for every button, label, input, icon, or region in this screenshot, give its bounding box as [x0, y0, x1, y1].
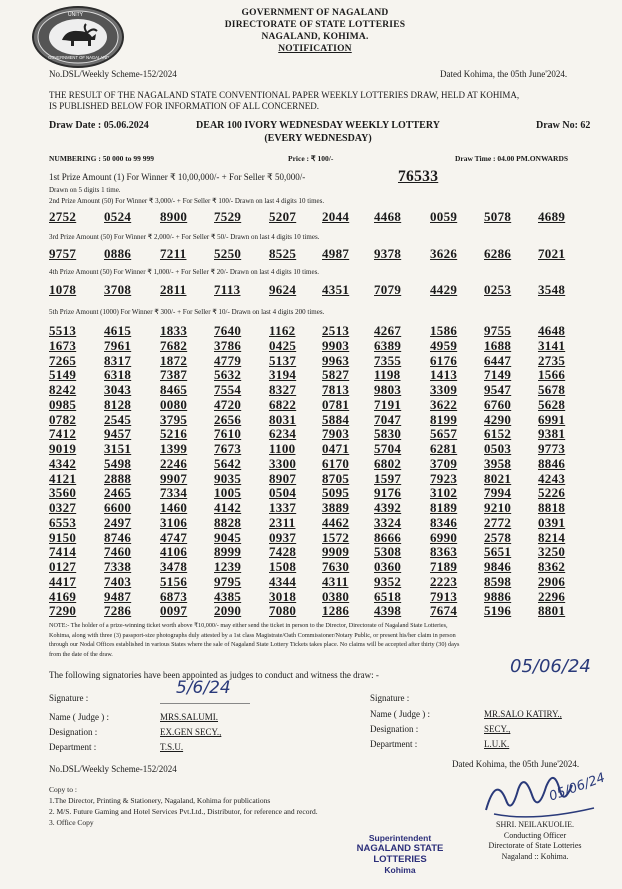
ticket-price: Price : ₹ 100/- — [288, 154, 334, 163]
fifth-prize-number: 0380 — [322, 588, 350, 604]
fifth-prize-number: 7913 — [430, 588, 458, 604]
numbering: NUMBERING : 50 000 to 99 999 — [49, 154, 154, 163]
fifth-prize-number: 3709 — [430, 455, 458, 471]
third-prize-number: 9757 — [49, 246, 77, 261]
fifth-prize-number: 1597 — [374, 470, 402, 486]
draw-number: Draw No: 62 — [536, 120, 591, 131]
fifth-prize-number: 1005 — [214, 485, 242, 501]
fourth-prize-number: 7079 — [374, 282, 402, 297]
ref-dated: Dated Kohima, the 05th June'2024. — [440, 69, 568, 79]
fifth-prize-number: 1508 — [269, 559, 297, 574]
fifth-prize-number: 5216 — [160, 426, 188, 442]
fourth-prize-text: 4th Prize Amount (50) For Winner ₹ 1,000/- + For Seller ₹ 20/- Drawn on last 4 digits 10 times. — [49, 268, 320, 276]
fifth-prize-number: 1399 — [160, 441, 188, 456]
fifth-prize-number: 1673 — [49, 337, 77, 353]
left-desig-label: Designation : — [49, 727, 98, 737]
fifth-prize-number: 7961 — [104, 337, 132, 353]
fifth-prize-number: 7387 — [160, 367, 188, 383]
right-desig-label: Designation : — [370, 724, 419, 734]
fifth-prize-number: 9035 — [214, 470, 242, 486]
fifth-prize-number: 3106 — [160, 514, 188, 530]
fifth-prize-number: 6170 — [322, 455, 350, 471]
officer-place: Nagaland :: Kohima. — [501, 851, 569, 861]
fifth-prize-number: 7813 — [322, 382, 350, 397]
fifth-prize-number: 9773 — [538, 441, 566, 456]
fifth-prize-number: 1688 — [484, 337, 512, 353]
fifth-prize-number: 7403 — [104, 573, 132, 589]
left-dept-label: Department : — [49, 742, 97, 752]
stamp-line3: Kohima — [384, 865, 416, 875]
third-prize-number: 0886 — [104, 246, 132, 261]
fifth-prize-number: 1239 — [214, 559, 242, 574]
fifth-prize-number: 3889 — [322, 500, 350, 515]
fifth-prize-number: 5095 — [322, 485, 350, 501]
fifth-prize-number: 6176 — [430, 352, 458, 368]
right-name-label: Name ( Judge ) : — [370, 709, 430, 719]
fifth-prize-number: 1286 — [322, 603, 350, 619]
fifth-prize-number: 3478 — [160, 559, 188, 574]
fifth-prize-number: 9795 — [214, 573, 242, 589]
fifth-prize-number: 4392 — [374, 500, 402, 515]
fifth-prize-number: 5149 — [49, 367, 77, 383]
second-prize-number: 2044 — [322, 209, 350, 224]
right-hand-date: 05/06/24 — [510, 656, 591, 677]
fifth-prize-number: 7460 — [104, 544, 132, 560]
fifth-prize-number: 8242 — [49, 382, 77, 397]
fifth-prize-number: 8598 — [484, 573, 512, 589]
fifth-prize-number: 0080 — [160, 396, 188, 412]
fifth-prize-number: 6600 — [104, 500, 132, 515]
fifth-prize-number: 3324 — [374, 514, 402, 530]
fifth-prize-number: 4311 — [322, 573, 349, 589]
fifth-prize-number: 7610 — [214, 426, 242, 442]
fifth-prize-number: 9755 — [484, 323, 512, 338]
fifth-prize-number: 8828 — [214, 514, 242, 530]
conducting-officer — [455, 820, 615, 862]
right-judge-department: L.U.K. — [484, 739, 510, 749]
fifth-prize-number: 6802 — [374, 455, 402, 471]
fifth-prize-number: 5884 — [322, 411, 350, 427]
fifth-prize-number: 7286 — [104, 603, 132, 619]
fifth-prize-number: 9210 — [484, 500, 512, 515]
first-prize-note: Drawn on 5 digits 1 time. — [49, 186, 121, 194]
header-line1: GOVERNMENT OF NAGALAND — [241, 8, 389, 18]
fifth-prize-number: 6281 — [430, 441, 458, 456]
fifth-prize-number: 6991 — [538, 411, 566, 427]
fifth-prize-number: 4779 — [214, 352, 242, 368]
fifth-prize-number: 5651 — [484, 544, 512, 560]
fifth-prize-number: 4462 — [322, 514, 350, 530]
fifth-prize-number: 0471 — [322, 441, 350, 456]
fifth-prize-number: 0327 — [49, 500, 77, 515]
fifth-prize-number: 7338 — [104, 559, 132, 574]
fifth-prize-number: 5498 — [104, 455, 132, 471]
fifth-prize-number: 0360 — [374, 559, 402, 574]
fifth-prize-number: 9045 — [214, 529, 242, 545]
fifth-prize-number: 4648 — [538, 323, 566, 338]
fifth-prize-number: 6152 — [484, 426, 512, 442]
fifth-prize-number: 8317 — [104, 352, 132, 368]
fifth-prize-number: 9963 — [322, 352, 350, 368]
fifth-prize-number: 2735 — [538, 352, 566, 368]
fifth-prize-number: 0985 — [49, 396, 77, 412]
government-emblem — [32, 6, 124, 68]
fifth-prize-number: 8666 — [374, 529, 402, 545]
fifth-prize-number: 8128 — [104, 396, 132, 412]
fifth-prize-number: 0937 — [269, 529, 297, 545]
left-signature-label: Signature : — [49, 693, 89, 703]
fifth-prize-number: 9907 — [160, 470, 188, 486]
copy-to — [49, 784, 318, 828]
fifth-prize-number: 7414 — [49, 544, 77, 560]
third-prize-text: 3rd Prize Amount (50) For Winner ₹ 2,000/- + For Seller ₹ 50/- Drawn on last 4 digits 10 times. — [49, 233, 320, 241]
fifth-prize-number: 5137 — [269, 352, 297, 368]
fifth-prize-number: 0782 — [49, 411, 77, 427]
fifth-prize-number: 2772 — [484, 514, 512, 530]
intro-line2: IS PUBLISHED BELOW FOR INFORMATION OF ALL CONCERNED. — [49, 101, 320, 111]
left-judge-department: T.S.U. — [160, 742, 184, 752]
fifth-prize-number: 0097 — [160, 603, 188, 619]
note-line1: NOTE:- The holder of a prize-winning ticket worth above ₹10,000/- may either send the ticket in person to the Director, Directorate of Nagaland State Lotteries, — [49, 622, 448, 629]
fifth-prize-number: 6760 — [484, 396, 512, 412]
third-prize-number: 9378 — [374, 246, 402, 261]
fifth-prize-number: 2223 — [430, 573, 458, 589]
fifth-prize-number: 2246 — [160, 455, 188, 471]
fifth-prize-number: 0503 — [484, 441, 512, 456]
fifth-prize-number: 3560 — [49, 485, 77, 501]
fifth-prize-number: 7994 — [484, 485, 512, 501]
fifth-prize-number: 5308 — [374, 544, 402, 560]
right-judge-name: MR.SALO KATIRY., — [484, 709, 562, 719]
fifth-prize-number: 4747 — [160, 529, 188, 545]
fifth-prize-number: 4169 — [49, 588, 77, 604]
fifth-prize-number: 2578 — [484, 529, 512, 545]
draw-time: Draw Time : 04.00 PM.ONWARDS — [455, 154, 569, 163]
fifth-prize-number: 8214 — [538, 529, 566, 545]
claim-note — [49, 621, 609, 659]
fifth-prize-number: 1413 — [430, 367, 458, 383]
right-judge-designation: SECY., — [484, 724, 511, 734]
fifth-prize-number: 2090 — [214, 603, 242, 619]
fifth-prize-number: 5827 — [322, 367, 350, 383]
fifth-prize-number: 4290 — [484, 411, 512, 427]
third-prize-number: 7021 — [538, 246, 566, 261]
copy-item-1: 1.The Director, Printing & Stationery, Nagaland, Kohima for publications — [49, 796, 271, 805]
fifth-prize-number: 7189 — [430, 559, 458, 574]
officer-office: Directorate of State Lotteries — [488, 841, 582, 850]
fourth-prize-number: 3708 — [104, 282, 132, 297]
third-prize-number: 4987 — [322, 246, 350, 261]
fifth-prize-number: 3795 — [160, 411, 188, 427]
fifth-prize-number: 8465 — [160, 382, 188, 397]
fifth-prize-number: 7290 — [49, 603, 77, 619]
fifth-prize-number: 4342 — [49, 455, 77, 471]
fourth-prize-number: 4429 — [430, 282, 458, 297]
second-prize-number: 7529 — [214, 209, 242, 224]
fifth-prize-number: 3786 — [214, 337, 242, 353]
emblem-ring-text: UNITY — [68, 12, 83, 18]
fifth-prize-number: 9547 — [484, 382, 512, 397]
fifth-prize-number: 4959 — [430, 337, 458, 353]
second-prize-number: 5078 — [484, 209, 512, 224]
fifth-prize-number: 4398 — [374, 603, 402, 619]
fifth-prize-number: 3250 — [538, 544, 566, 560]
emblem-lower-text: GOVERNMENT OF NAGALAND — [48, 55, 110, 60]
draw-date: Draw Date : 05.06.2024 — [49, 120, 149, 131]
fifth-prize-number: 6990 — [430, 529, 458, 545]
fifth-prize-number: 7630 — [322, 559, 350, 574]
right-dept-label: Department : — [370, 739, 418, 749]
fifth-prize-number: 5657 — [430, 426, 458, 442]
fifth-prize-number: 7923 — [430, 470, 458, 486]
fifth-prize-number: 4243 — [538, 470, 566, 486]
second-prize-number: 4689 — [538, 209, 566, 224]
fifth-prize-number: 3141 — [538, 337, 566, 353]
fifth-prize-number: 1460 — [160, 500, 188, 515]
fifth-prize-number: 7554 — [214, 382, 242, 397]
fifth-prize-number: 2906 — [538, 573, 566, 589]
fourth-prize-number: 1078 — [49, 282, 77, 297]
fifth-prize-number: 5156 — [160, 573, 188, 589]
fifth-prize-number: 2545 — [104, 411, 132, 427]
fifth-prize-number: 5678 — [538, 382, 566, 397]
fifth-prize-number: 0504 — [269, 485, 297, 501]
left-name-label: Name ( Judge ) : — [49, 712, 109, 722]
officer-hand-date: 05/06/24 — [547, 770, 608, 805]
fifth-prize-number: 9352 — [374, 573, 402, 589]
fifth-prize-number: 2497 — [104, 514, 132, 530]
fifth-prize-number: 4106 — [160, 544, 188, 560]
fifth-prize-number: 4142 — [214, 500, 242, 515]
fifth-prize-number: 0425 — [269, 337, 297, 353]
fifth-prize-number: 4344 — [269, 573, 297, 589]
fourth-prize-number: 3548 — [538, 282, 566, 297]
first-prize-number: 76533 — [398, 168, 439, 185]
fifth-prize-number: 7428 — [269, 544, 297, 560]
fifth-prize-number: 9846 — [484, 559, 512, 574]
fifth-prize-number: 0391 — [538, 514, 566, 530]
fifth-prize-number: 1337 — [269, 500, 297, 515]
fifth-prize-number: 8818 — [538, 500, 566, 515]
stamp-line1: Superintendent — [368, 833, 432, 843]
fifth-prize-number: 2311 — [269, 514, 296, 530]
fifth-prize-number: 8346 — [430, 514, 458, 530]
fifth-prize-number: 7149 — [484, 367, 512, 383]
superintendent-stamp — [338, 833, 462, 875]
fifth-prize-number: 9150 — [49, 529, 77, 545]
left-judge-signature — [176, 678, 231, 698]
fifth-prize-number: 0781 — [322, 396, 350, 412]
fifth-prize-number: 7673 — [214, 441, 242, 456]
fifth-prize-number: 9457 — [104, 426, 132, 442]
fifth-prize-number: 6822 — [269, 396, 297, 412]
fifth-prize-number: 6447 — [484, 352, 512, 368]
footer-dated: Dated Kohima, the 05th June'2024. — [452, 759, 580, 769]
fifth-prize-number: 8189 — [430, 500, 458, 515]
fifth-prize-number: 9019 — [49, 441, 77, 456]
fifth-prize-number: 6234 — [269, 426, 297, 442]
second-prize-number: 8900 — [160, 209, 188, 224]
fifth-prize-number: 3018 — [269, 588, 297, 604]
fifth-prize-number: 2465 — [104, 485, 132, 501]
fifth-prize-number: 9176 — [374, 485, 402, 501]
fifth-prize-number: 4615 — [104, 323, 132, 338]
fifth-prize-number: 8021 — [484, 470, 512, 486]
fifth-prize-number: 7080 — [269, 603, 297, 619]
copy-to-label: Copy to : — [49, 785, 77, 794]
fifth-prize-number: 1833 — [160, 323, 188, 338]
fifth-prize-number: 7674 — [430, 603, 458, 619]
fourth-prize-number: 4351 — [322, 282, 350, 297]
fifth-prize-number: 8999 — [214, 544, 242, 560]
header-notification: NOTIFICATION — [278, 44, 352, 54]
third-prize-number: 7211 — [160, 246, 187, 261]
fifth-prize-number: 4720 — [214, 396, 242, 412]
fifth-prize-number: 5642 — [214, 455, 242, 471]
intro-line1: THE RESULT OF THE NAGALAND STATE CONVENTIONAL PAPER WEEKLY LOTTERIES DRAW, HELD AT KOHIMA, — [49, 90, 520, 100]
second-prize-number: 2752 — [49, 209, 77, 224]
fifth-prize-number: 3622 — [430, 396, 458, 412]
fourth-prize-number: 2811 — [160, 282, 187, 297]
fifth-prize-number: 9886 — [484, 588, 512, 604]
header-line3: NAGALAND, KOHIMA. — [261, 32, 369, 42]
fifth-prize-number: 8746 — [104, 529, 132, 545]
note-line3: through our Nodal Offices established in various States where the sale of Nagaland State Lottery Tickets takes place. No claims will be accepted after thirty (30) days — [49, 641, 460, 648]
fifth-prize-number: 8199 — [430, 411, 458, 427]
fifth-prize-number: 8363 — [430, 544, 458, 560]
fifth-prize-number: 5628 — [538, 396, 566, 412]
signatories-intro: The following signatories have been appointed as judges to conduct and witness the draw: - — [49, 670, 379, 680]
fifth-prize-number: 0127 — [49, 559, 77, 574]
fifth-prize-number: 4121 — [49, 470, 77, 486]
fifth-prize-number: 2513 — [322, 323, 350, 338]
third-prize-number: 8525 — [269, 246, 297, 261]
fourth-prize-number: 0253 — [484, 282, 512, 297]
draw-subtitle: (EVERY WEDNESDAY) — [264, 133, 372, 144]
fifth-prize-number: 1572 — [322, 529, 350, 545]
fifth-prize-number: 1162 — [269, 323, 296, 338]
fifth-prize-number: 3151 — [104, 441, 132, 456]
fourth-prize-number: 9624 — [269, 282, 297, 297]
fifth-prize-number: 3958 — [484, 455, 512, 471]
third-prize-number: 6286 — [484, 246, 512, 261]
fifth-prize-number: 5632 — [214, 367, 242, 383]
third-prize-number: 3626 — [430, 246, 458, 261]
fifth-prize-number: 8801 — [538, 603, 566, 619]
fifth-prize-number: 7265 — [49, 352, 77, 368]
fifth-prize-number: 4267 — [374, 323, 402, 338]
fifth-prize-number: 7640 — [214, 323, 242, 338]
third-prize-number: 5250 — [214, 246, 242, 261]
right-judge-signature — [510, 656, 591, 677]
ref-number: No.DSL/Weekly Scheme-152/2024 — [49, 69, 177, 79]
fifth-prize-number: 2888 — [104, 470, 132, 486]
officer-name: SHRI. NEILAKUOLIE. — [496, 820, 574, 829]
fifth-prize-number: 7191 — [374, 396, 402, 412]
fifth-prize-number: 8907 — [269, 470, 297, 486]
left-hand-date: 5/6/24 — [176, 678, 231, 698]
second-prize-number: 0524 — [104, 209, 132, 224]
fifth-prize-number: 5830 — [374, 426, 402, 442]
draw-title: DEAR 100 IVORY WEDNESDAY WEEKLY LOTTERY — [196, 120, 440, 131]
left-signature-line — [160, 703, 250, 704]
fifth-prize-number: 3043 — [104, 382, 132, 397]
fifth-prize-number: 4417 — [49, 573, 77, 589]
footer-ref: No.DSL/Weekly Scheme-152/2024 — [49, 764, 177, 774]
fifth-prize-number: 6518 — [374, 588, 402, 604]
fifth-prize-number: 7682 — [160, 337, 188, 353]
fifth-prize-number: 3300 — [269, 455, 297, 471]
officer-role: Conducting Officer — [503, 830, 567, 840]
fifth-prize-number: 6553 — [49, 514, 77, 530]
fifth-prize-number: 1566 — [538, 367, 566, 383]
second-prize-number: 5207 — [269, 209, 297, 224]
fifth-prize-number: 5513 — [49, 323, 77, 338]
fifth-prize-number: 1872 — [160, 352, 188, 368]
fifth-prize-number: 9803 — [374, 382, 402, 397]
second-prize-number: 0059 — [430, 209, 458, 224]
fifth-prize-number: 7047 — [374, 411, 402, 427]
copy-item-2: 2. M/S. Future Gaming and Hotel Services Pvt.Ltd., Distributor, for reference and record. — [49, 807, 318, 816]
fifth-prize-number: 7412 — [49, 426, 77, 442]
stamp-line2: NAGALAND STATE LOTTERIES — [356, 843, 444, 865]
fifth-prize-number: 7355 — [374, 352, 402, 368]
second-prize-text: 2nd Prize Amount (50) For Winner ₹ 3,000/- + For Seller ₹ 100/- Drawn on last 4 digits 10 times. — [49, 197, 325, 205]
fifth-prize-number: 8327 — [269, 382, 297, 397]
fifth-prize-number: 5196 — [484, 603, 512, 619]
fifth-prize-number: 8846 — [538, 455, 566, 471]
fifth-prize-number: 9909 — [322, 544, 350, 560]
right-signature-label: Signature : — [370, 693, 410, 703]
fifth-prize-number: 9903 — [322, 337, 350, 353]
fifth-prize-number: 3102 — [430, 485, 458, 501]
fifth-prize-number: 4385 — [214, 588, 242, 604]
fifth-prize-number: 3194 — [269, 367, 297, 383]
fifth-prize-number: 8362 — [538, 559, 566, 574]
note-line4: from the date of the draw. — [49, 650, 113, 658]
header-line2: DIRECTORATE OF STATE LOTTERIES — [224, 20, 406, 30]
fifth-prize-number: 1198 — [374, 367, 401, 383]
fifth-prize-number: 1586 — [430, 323, 458, 338]
fifth-prize-number: 8031 — [269, 411, 297, 427]
fifth-prize-number: 5226 — [538, 485, 566, 501]
second-prize-number: 4468 — [374, 209, 402, 224]
fifth-prize-number: 9381 — [538, 426, 566, 442]
left-judge-designation: EX.GEN SECY., — [160, 727, 222, 737]
fourth-prize-number: 7113 — [214, 282, 241, 297]
fifth-prize-number: 7334 — [160, 485, 188, 501]
fifth-prize-number: 2656 — [214, 411, 242, 427]
fifth-prize-number: 9487 — [104, 588, 132, 604]
fifth-prize-number: 6389 — [374, 337, 402, 353]
fifth-prize-number: 6318 — [104, 367, 132, 383]
fifth-prize-number: 8705 — [322, 470, 350, 486]
fifth-prize-number: 2296 — [538, 588, 566, 604]
left-judge-name: MRS.SALUMI. — [160, 712, 219, 722]
fifth-prize-number: 7903 — [322, 426, 350, 442]
copy-item-3: 3. Office Copy — [49, 818, 94, 827]
note-line2: Kohima, along with three (3) passport-size photographs duly attested by a 1st class Magistrate/Oath Commissioner/Notary Public, or present his/her claim in person — [49, 631, 456, 639]
fifth-prize-number: 5704 — [374, 441, 402, 456]
fifth-prize-number: 3309 — [430, 382, 458, 397]
first-prize-text: 1st Prize Amount (1) For Winner ₹ 10,00,000/- + For Seller ₹ 50,000/- — [49, 172, 306, 182]
fifth-prize-number: 1100 — [269, 441, 296, 456]
fifth-prize-number: 6873 — [160, 588, 188, 604]
fifth-prize-text: 5th Prize Amount (1000) For Winner ₹ 300/- + For Seller ₹ 10/- Drawn on last 4 digits 200 times. — [49, 308, 325, 316]
